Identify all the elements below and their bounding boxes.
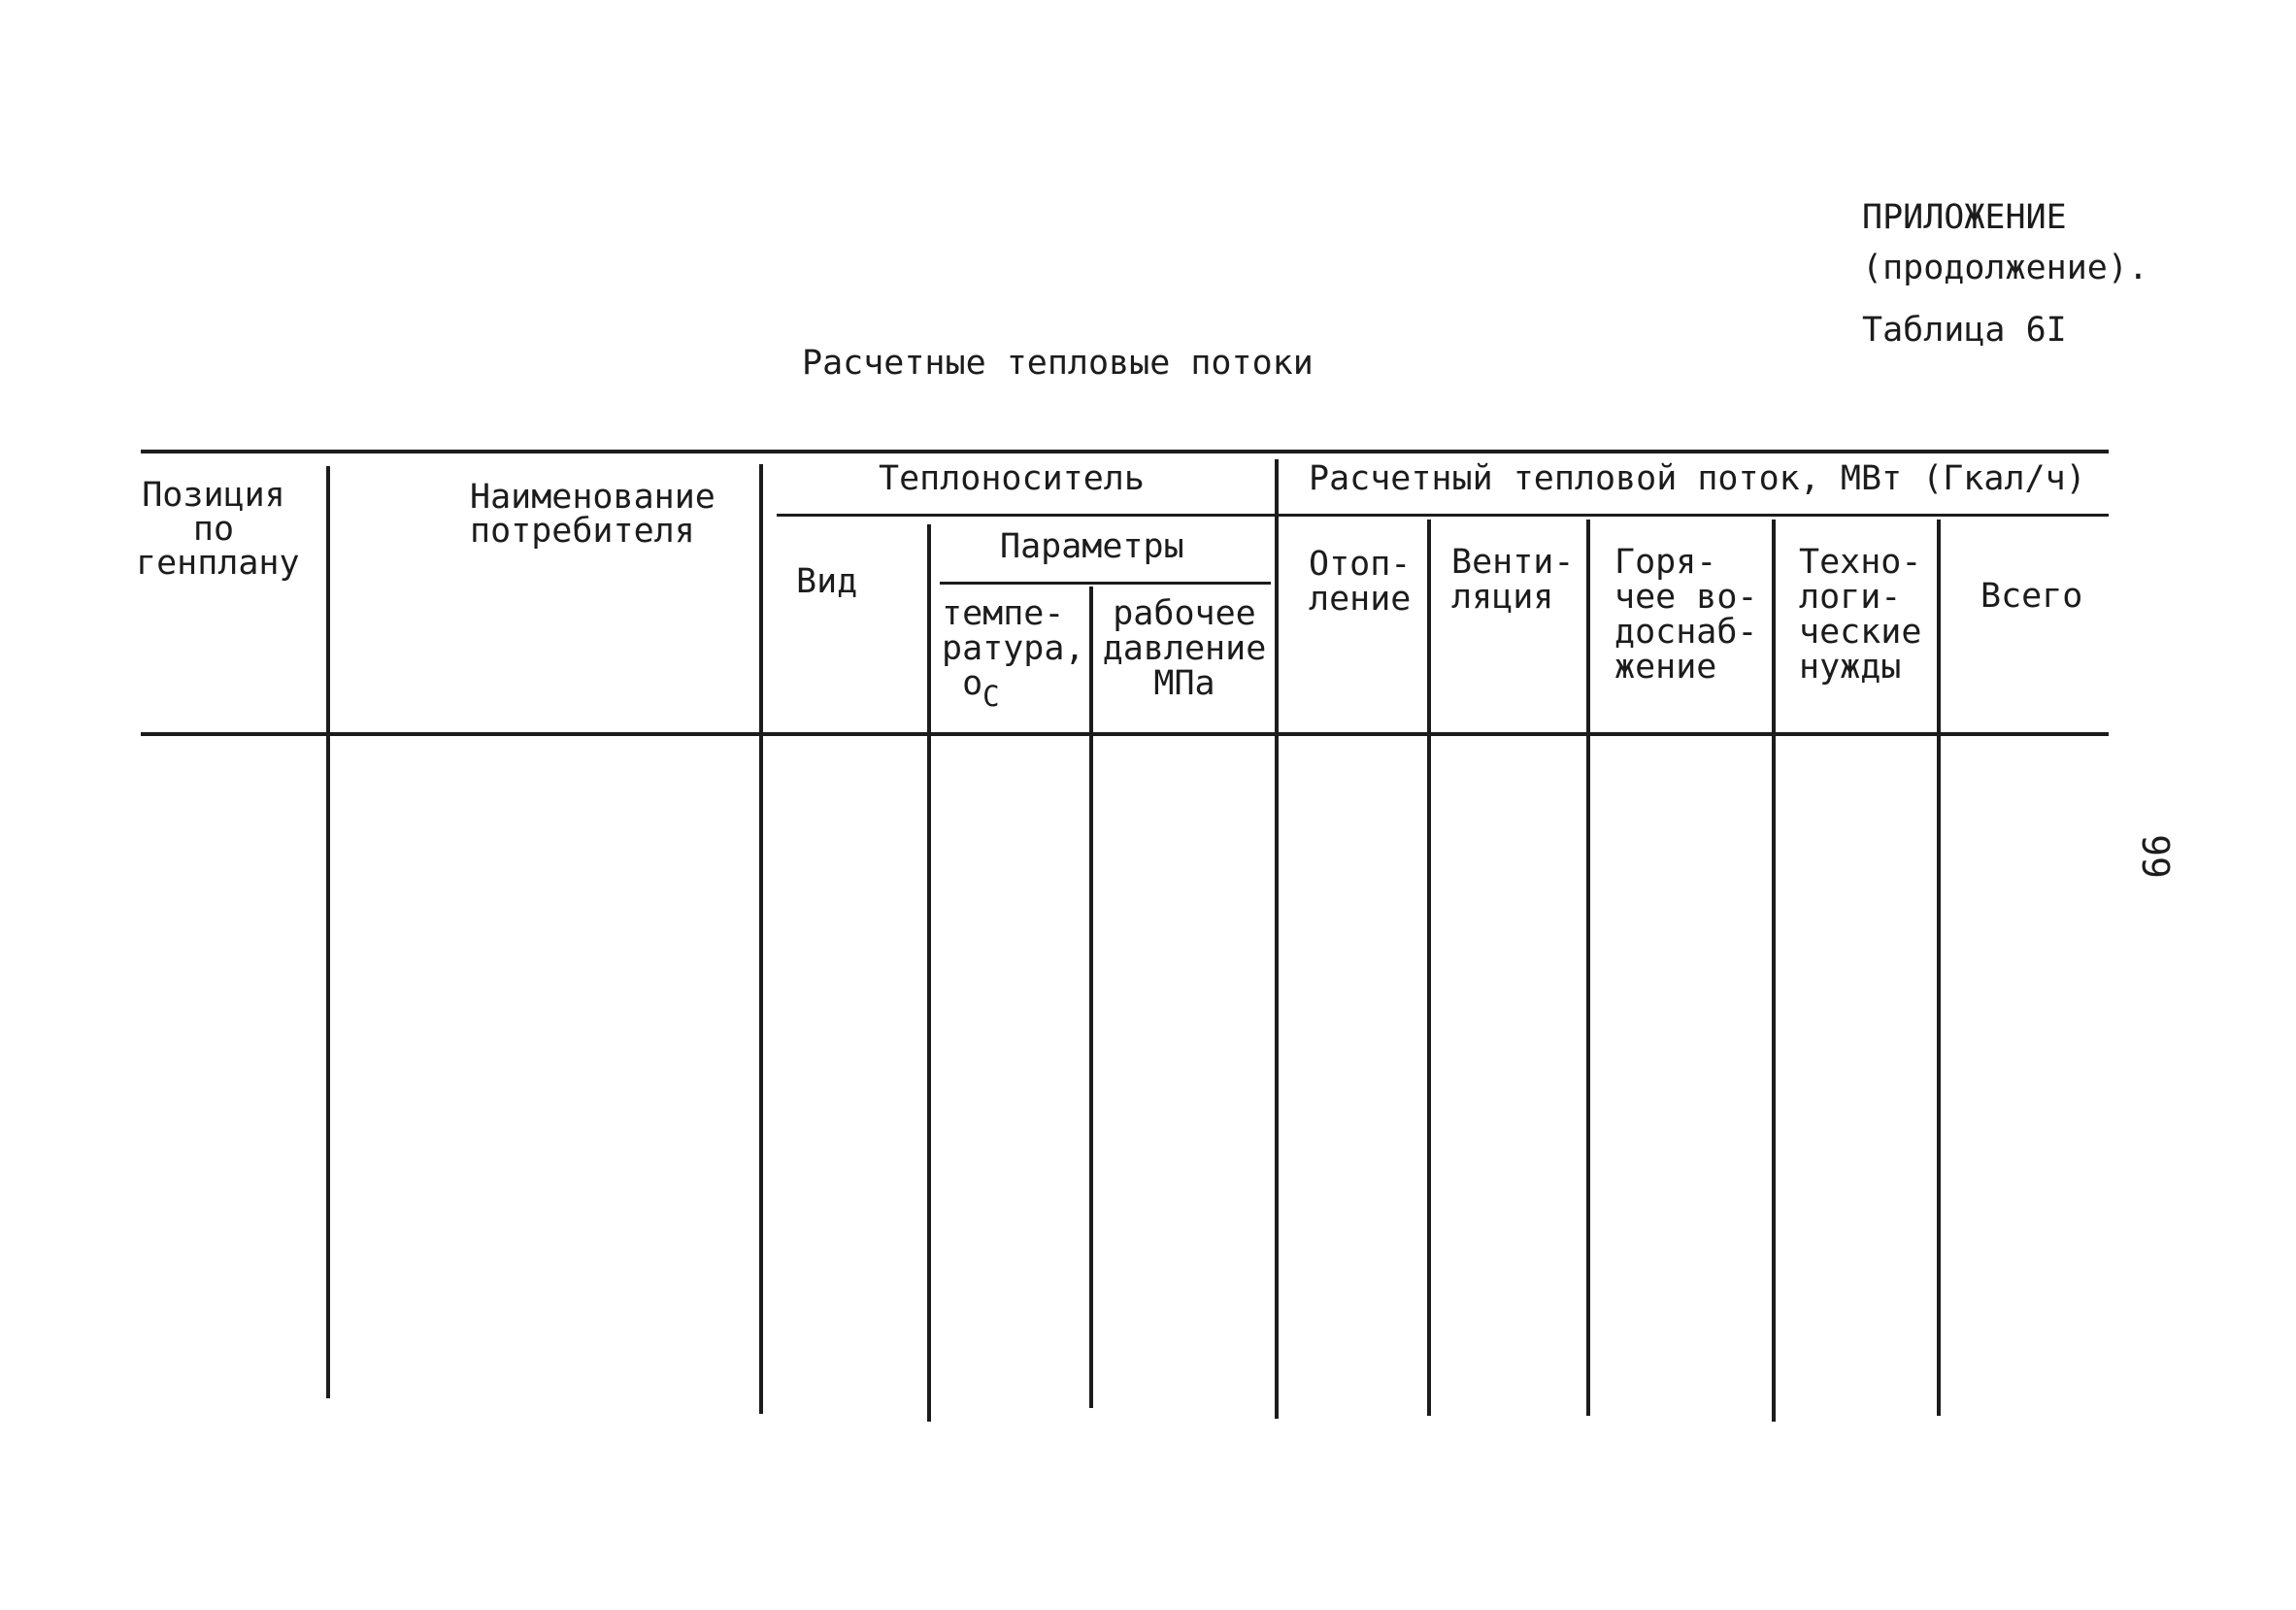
header-technological-needs: Техно- логи- ческие нужды — [1799, 543, 1922, 687]
header-temperature: темпе- ратура, $о_С$ — [942, 594, 1085, 713]
header-coolant-type: Вид — [796, 562, 858, 601]
header-parameters-group: Параметры — [1000, 527, 1184, 566]
header-coolant-group: Теплоноситель — [879, 459, 1145, 498]
header-consumer-name: Наименование потребителя — [470, 478, 715, 551]
parameters-group-rule — [940, 582, 1271, 585]
header-ventilation: Венти- ляция — [1451, 543, 1575, 617]
header-total: Всего — [1980, 577, 2083, 616]
column-divider-5 — [1275, 459, 1279, 1419]
header-heating: Отоп- ление — [1309, 545, 1412, 619]
column-divider-9 — [1937, 520, 1941, 1416]
appendix-continuation: (продолжение). — [1862, 249, 2149, 287]
column-divider-8 — [1772, 520, 1776, 1422]
table-number: Таблица 6I — [1862, 311, 2067, 350]
header-hot-water: Горя- чее во- доснаб- жение — [1614, 543, 1758, 687]
header-heat-flow-group: Расчетный тепловой поток, МВт (Гкал/ч) — [1309, 459, 2086, 498]
column-divider-3 — [927, 524, 931, 1422]
table-top-rule — [141, 450, 2109, 453]
appendix-heading — [1862, 192, 2148, 293]
column-divider-7 — [1586, 520, 1590, 1416]
table-header-bottom-rule — [141, 732, 2109, 736]
header-position: Позиция по генплану — [136, 476, 300, 583]
column-divider-6 — [1427, 520, 1431, 1416]
table-title: Расчетные тепловые потоки — [802, 344, 1314, 383]
column-divider-2 — [759, 464, 763, 1414]
column-divider-1 — [326, 466, 330, 1398]
heat-flow-group-rule — [1279, 514, 2109, 517]
column-divider-4 — [1089, 587, 1093, 1408]
coolant-group-rule — [777, 514, 1279, 517]
appendix-label: ПРИЛОЖЕНИЕ — [1862, 198, 2067, 237]
header-working-pressure: рабочее давление МПа — [1102, 594, 1267, 703]
page-number: 99 — [2133, 834, 2177, 879]
